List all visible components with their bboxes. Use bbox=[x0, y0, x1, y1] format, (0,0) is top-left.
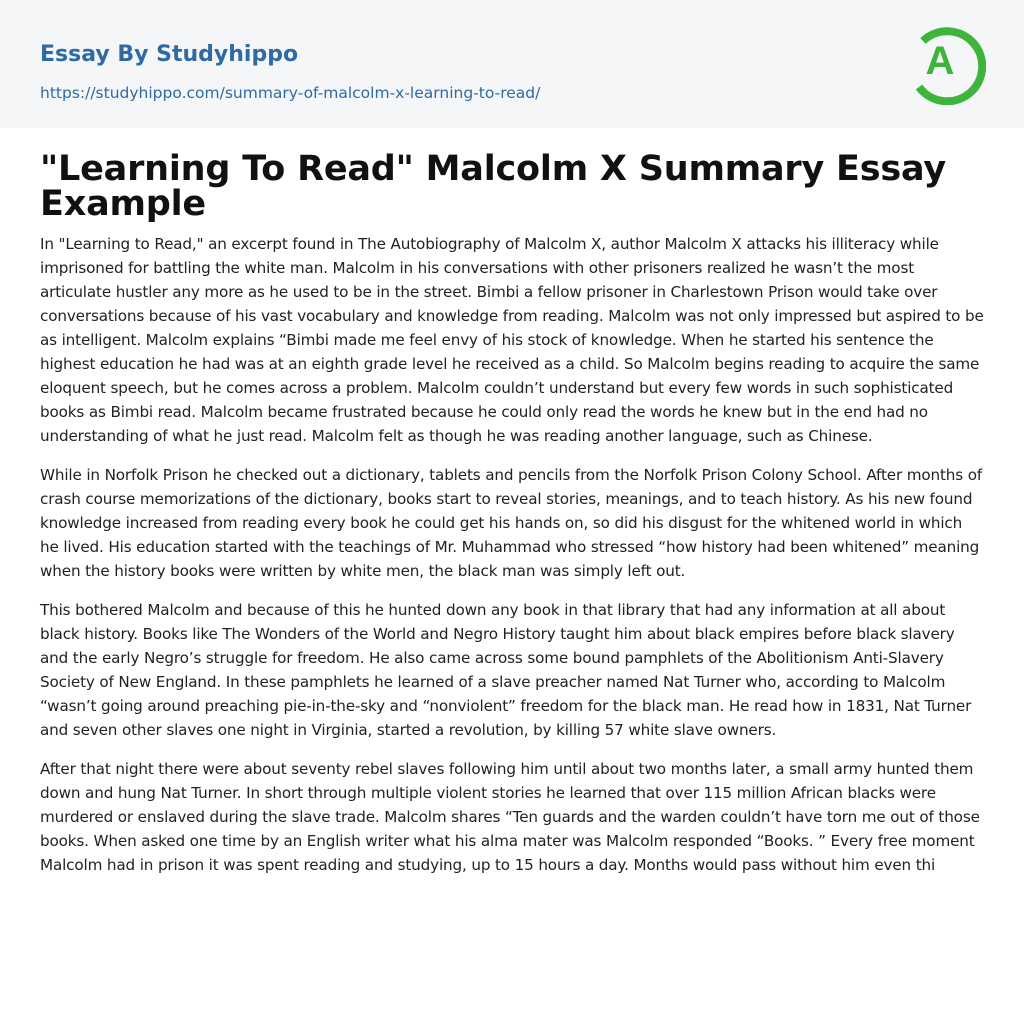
article-paragraph-3: This bothered Malcolm and because of this he hunted down any book in that library that had any information at all about black history. Books like The Wonders of the World and Negro History taught him about black empires before black slavery and the early Negro’s struggle for freedom. He also came across some bound pamphlets of the Abolitionism Anti-Slavery Society of New England. In these pamphlets he learned of a slave preacher named Nat Turner who, according to Malcolm “wasn’t going around preaching pie-in-the-sky and “nonviolent” freedom for the black man. He read how in 1831, Nat Turner and seven other slaves one night in Virginia, started a revolution, by killing 57 white slave owners. bbox=[40, 601, 972, 739]
article-paragraph-4: After that night there were about seventy rebel slaves following him until about two months later, a small army hunted them down and hung Nat Turner. In short through multiple violent stories he learned that over 115 million African blacks were murdered or enslaved during the slave trade. Malcolm shares “Ten guards and the warden couldn’t have torn me out of those books. When asked one time by an English writer what his alma mater was Malcolm responded “Books. ” Every free moment Malcolm had in prison it was spent reading and studying, up to 15 hours a day. Months would pass without him even thi bbox=[40, 760, 980, 874]
studyhippo-logo-icon[interactable] bbox=[912, 19, 986, 105]
article-paragraph-2: While in Norfolk Prison he checked out a dictionary, tablets and pencils from the Norfolk Prison Colony School. After months of crash course memorizations of the dictionary, books start to reveal stories, meanings, and to teach history. As his new found knowledge increased from reading every book he could get his hands on, so did his disgust for the whitened world in which he lived. His education started with the teachings of Mr. Muhammad who stressed “how history had been whitened” meaning when the history books were written by white men, the black man was simply left out. bbox=[40, 466, 983, 580]
article-paragraph-1: In "Learning to Read," an excerpt found in The Autobiography of Malcolm X, author Malcolm X attacks his illiteracy while imprisoned for battling the white man. Malcolm in his conversations with other prisoners realized he wasn’t the most articulate hustler any more as he used to be in the street. Bimbi a fellow prisoner in Charlestown Prison would take over conversations because of his vast vocabulary and knowledge from reading. Malcolm was not only impressed but aspired to be as intelligent. Malcolm explains “Bimbi made me feel envy of his stock of knowledge. When he started his sentence the highest education he had was at an eighth grade level he received as a child. So Malcolm begins reading to acquire the same eloquent speech, but he comes across a problem. Malcolm couldn’t understand but every few words in such sophisticated books as Bimbi read. Malcolm became frustrated because he could only read the words he knew but in the end had no understanding of what he just read. Malcolm felt as though he was reading another language, such as Chinese. bbox=[40, 235, 984, 445]
article-title: "Learning To Read" Malcolm X Summary Essay Example bbox=[40, 149, 946, 224]
site-header bbox=[0, 0, 1024, 128]
page-url-link[interactable]: https://studyhippo.com/summary-of-malcolm-x-learning-to-read/ bbox=[40, 84, 541, 102]
site-brand[interactable]: Essay By Studyhippo bbox=[40, 42, 299, 67]
logo-letter: A bbox=[925, 39, 955, 83]
article bbox=[0, 128, 1024, 877]
